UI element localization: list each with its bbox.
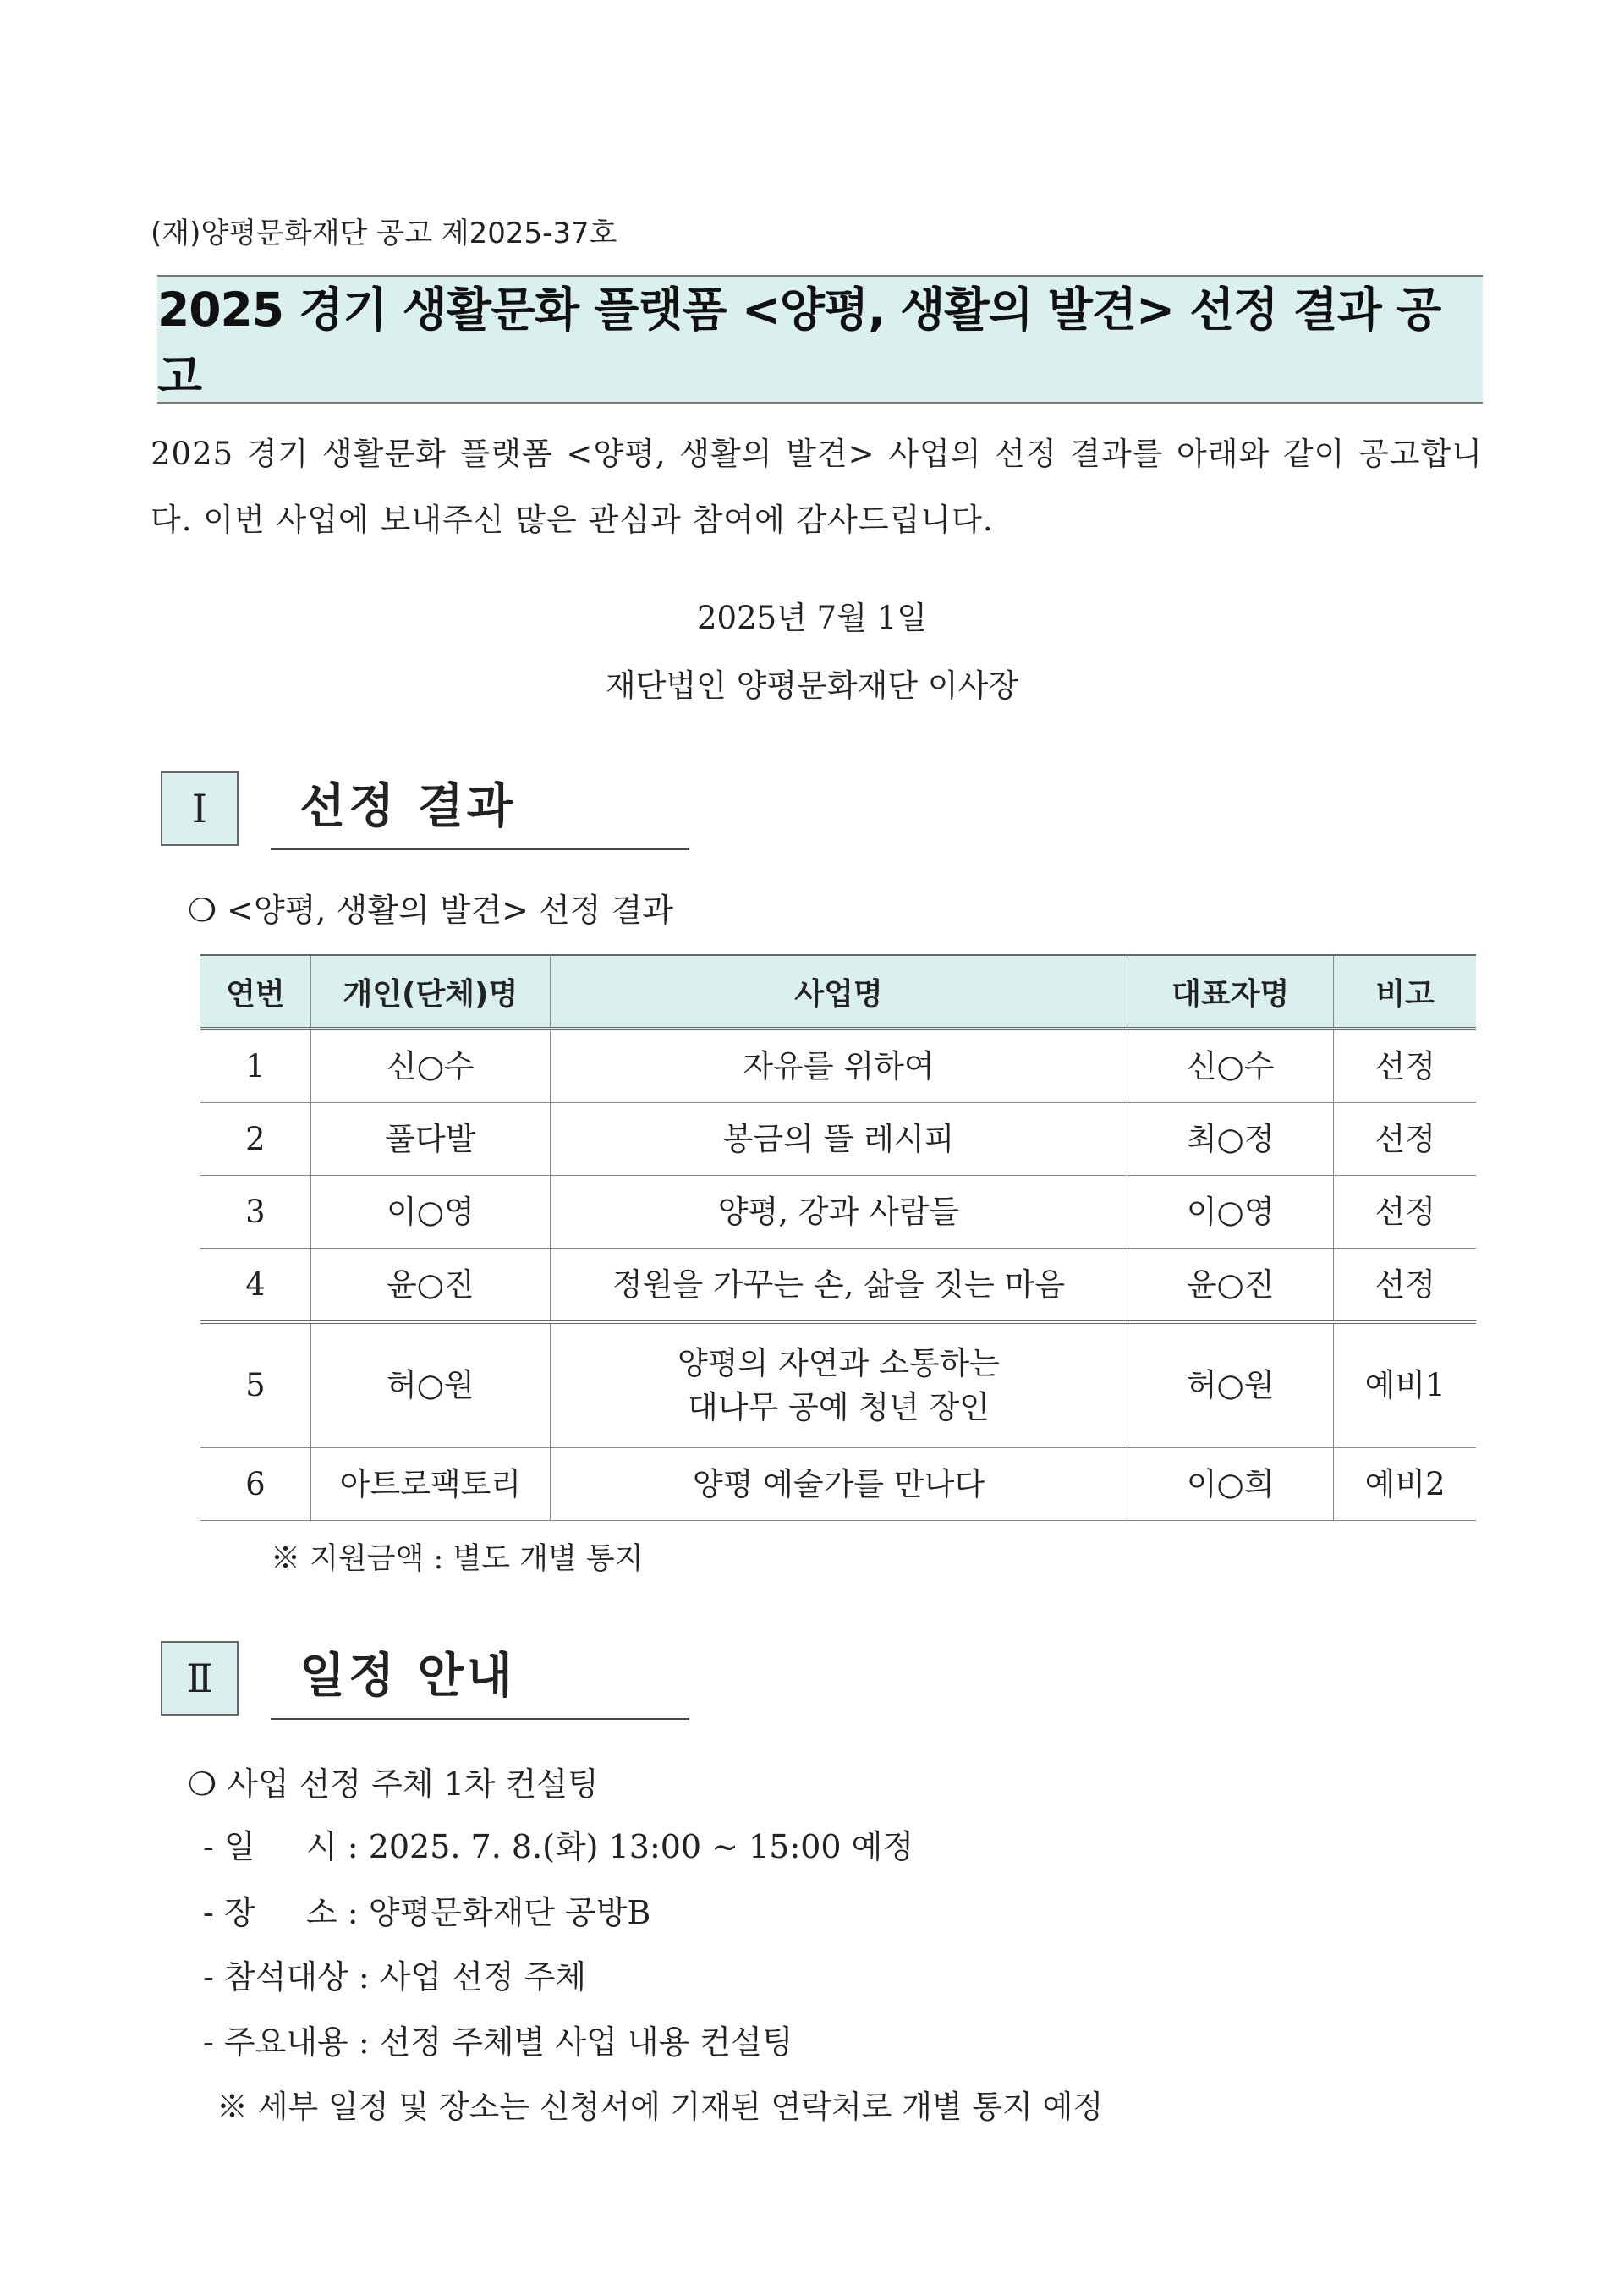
cell-project: 양평, 강과 사람들 — [550, 1176, 1127, 1249]
cell-no: 1 — [200, 1029, 310, 1103]
table-row — [200, 1448, 1476, 1521]
selection-results-table — [200, 954, 1476, 1521]
cell-no: 5 — [200, 1322, 310, 1448]
cell-name: 신○수 — [310, 1029, 550, 1103]
section2-title: 일정 안내 — [271, 1635, 689, 1720]
cell-name: 윤○진 — [310, 1249, 550, 1323]
notice-number: (재)양평문화재단 공고 제2025-37호 — [151, 217, 617, 250]
cell-representative: 최○정 — [1127, 1103, 1334, 1176]
cell-note: 선정 — [1334, 1249, 1476, 1323]
table-row — [200, 1103, 1476, 1176]
cell-project: 봉금의 뜰 레시피 — [550, 1103, 1127, 1176]
cell-name: 이○영 — [310, 1176, 550, 1249]
header-project: 사업명 — [550, 955, 1127, 1029]
section2-bullet: ❍ 사업 선정 주체 1차 컨설팅 — [188, 1765, 599, 1803]
cell-project-line2: 대나무 공예 청년 장인 — [688, 1389, 990, 1425]
cell-name: 허○원 — [310, 1322, 550, 1448]
cell-note: 선정 — [1334, 1103, 1476, 1176]
cell-project: 자유를 위하여 — [550, 1029, 1127, 1103]
schedule-note: ※ 세부 일정 및 장소는 신청서에 기재된 연락처로 개별 통지 예정 — [217, 2089, 1104, 2125]
cell-no: 4 — [200, 1249, 310, 1323]
table-header-row — [200, 955, 1476, 1029]
cell-representative: 이○영 — [1127, 1176, 1334, 1249]
table-row — [200, 1322, 1476, 1448]
cell-project-line1: 양평의 자연과 소통하는 — [678, 1345, 1000, 1381]
schedule-content: - 주요내용 : 선정 주체별 사업 내용 컨설팅 — [203, 2023, 793, 2061]
header-representative: 대표자명 — [1127, 955, 1334, 1029]
schedule-time: - 일 시 : 2025. 7. 8.(화) 13:00 ~ 15:00 예정 — [203, 1828, 914, 1865]
header-no: 연번 — [200, 955, 310, 1029]
cell-representative: 허○원 — [1127, 1322, 1334, 1448]
cell-no: 6 — [200, 1448, 310, 1521]
support-amount-note: ※ 지원금액 : 별도 개별 통지 — [271, 1542, 644, 1576]
cell-note: 예비1 — [1334, 1322, 1476, 1448]
header-name: 개인(단체)명 — [310, 955, 550, 1029]
cell-name: 아트로팩토리 — [310, 1448, 550, 1521]
cell-project: 양평 예술가를 만나다 — [550, 1448, 1127, 1521]
cell-note: 선정 — [1334, 1029, 1476, 1103]
issuer: 재단법인 양평문화재단 이사장 — [605, 667, 1019, 704]
table-row — [200, 1029, 1476, 1103]
cell-name: 풀다발 — [310, 1103, 550, 1176]
cell-representative: 신○수 — [1127, 1029, 1334, 1103]
title-banner — [157, 275, 1483, 404]
section1-bullet: ❍ <양평, 생활의 발견> 선정 결과 — [188, 892, 674, 929]
header-note: 비고 — [1334, 955, 1476, 1029]
intro-paragraph: 2025 경기 생활문화 플랫폼 <양평, 생활의 발견> 사업의 선정 결과를 아래와 같이 공고합니다. 이번 사업에 보내주신 많은 관심과 참여에 감사드립니다. — [151, 436, 1483, 538]
cell-representative: 이○희 — [1127, 1448, 1334, 1521]
announcement-date: 2025년 7월 1일 — [697, 600, 927, 636]
schedule-place: - 장 소 : 양평문화재단 공방B — [203, 1894, 651, 1931]
section1-number: Ⅰ — [161, 771, 239, 846]
table-row — [200, 1249, 1476, 1323]
cell-note: 예비2 — [1334, 1448, 1476, 1521]
cell-representative: 윤○진 — [1127, 1249, 1334, 1323]
schedule-attendees: - 참석대상 : 사업 선정 주체 — [203, 1958, 587, 1996]
document-title: 2025 경기 생활문화 플랫폼 <양평, 생활의 발견> 선정 결과 공고 — [157, 283, 1441, 404]
cell-project — [550, 1322, 1127, 1448]
cell-no: 2 — [200, 1103, 310, 1176]
section1-title: 선정 결과 — [271, 766, 689, 850]
table-row — [200, 1176, 1476, 1249]
cell-note: 선정 — [1334, 1176, 1476, 1249]
cell-no: 3 — [200, 1176, 310, 1249]
section2-number: Ⅱ — [161, 1641, 239, 1716]
cell-project: 정원을 가꾸는 손, 삶을 짓는 마음 — [550, 1249, 1127, 1323]
